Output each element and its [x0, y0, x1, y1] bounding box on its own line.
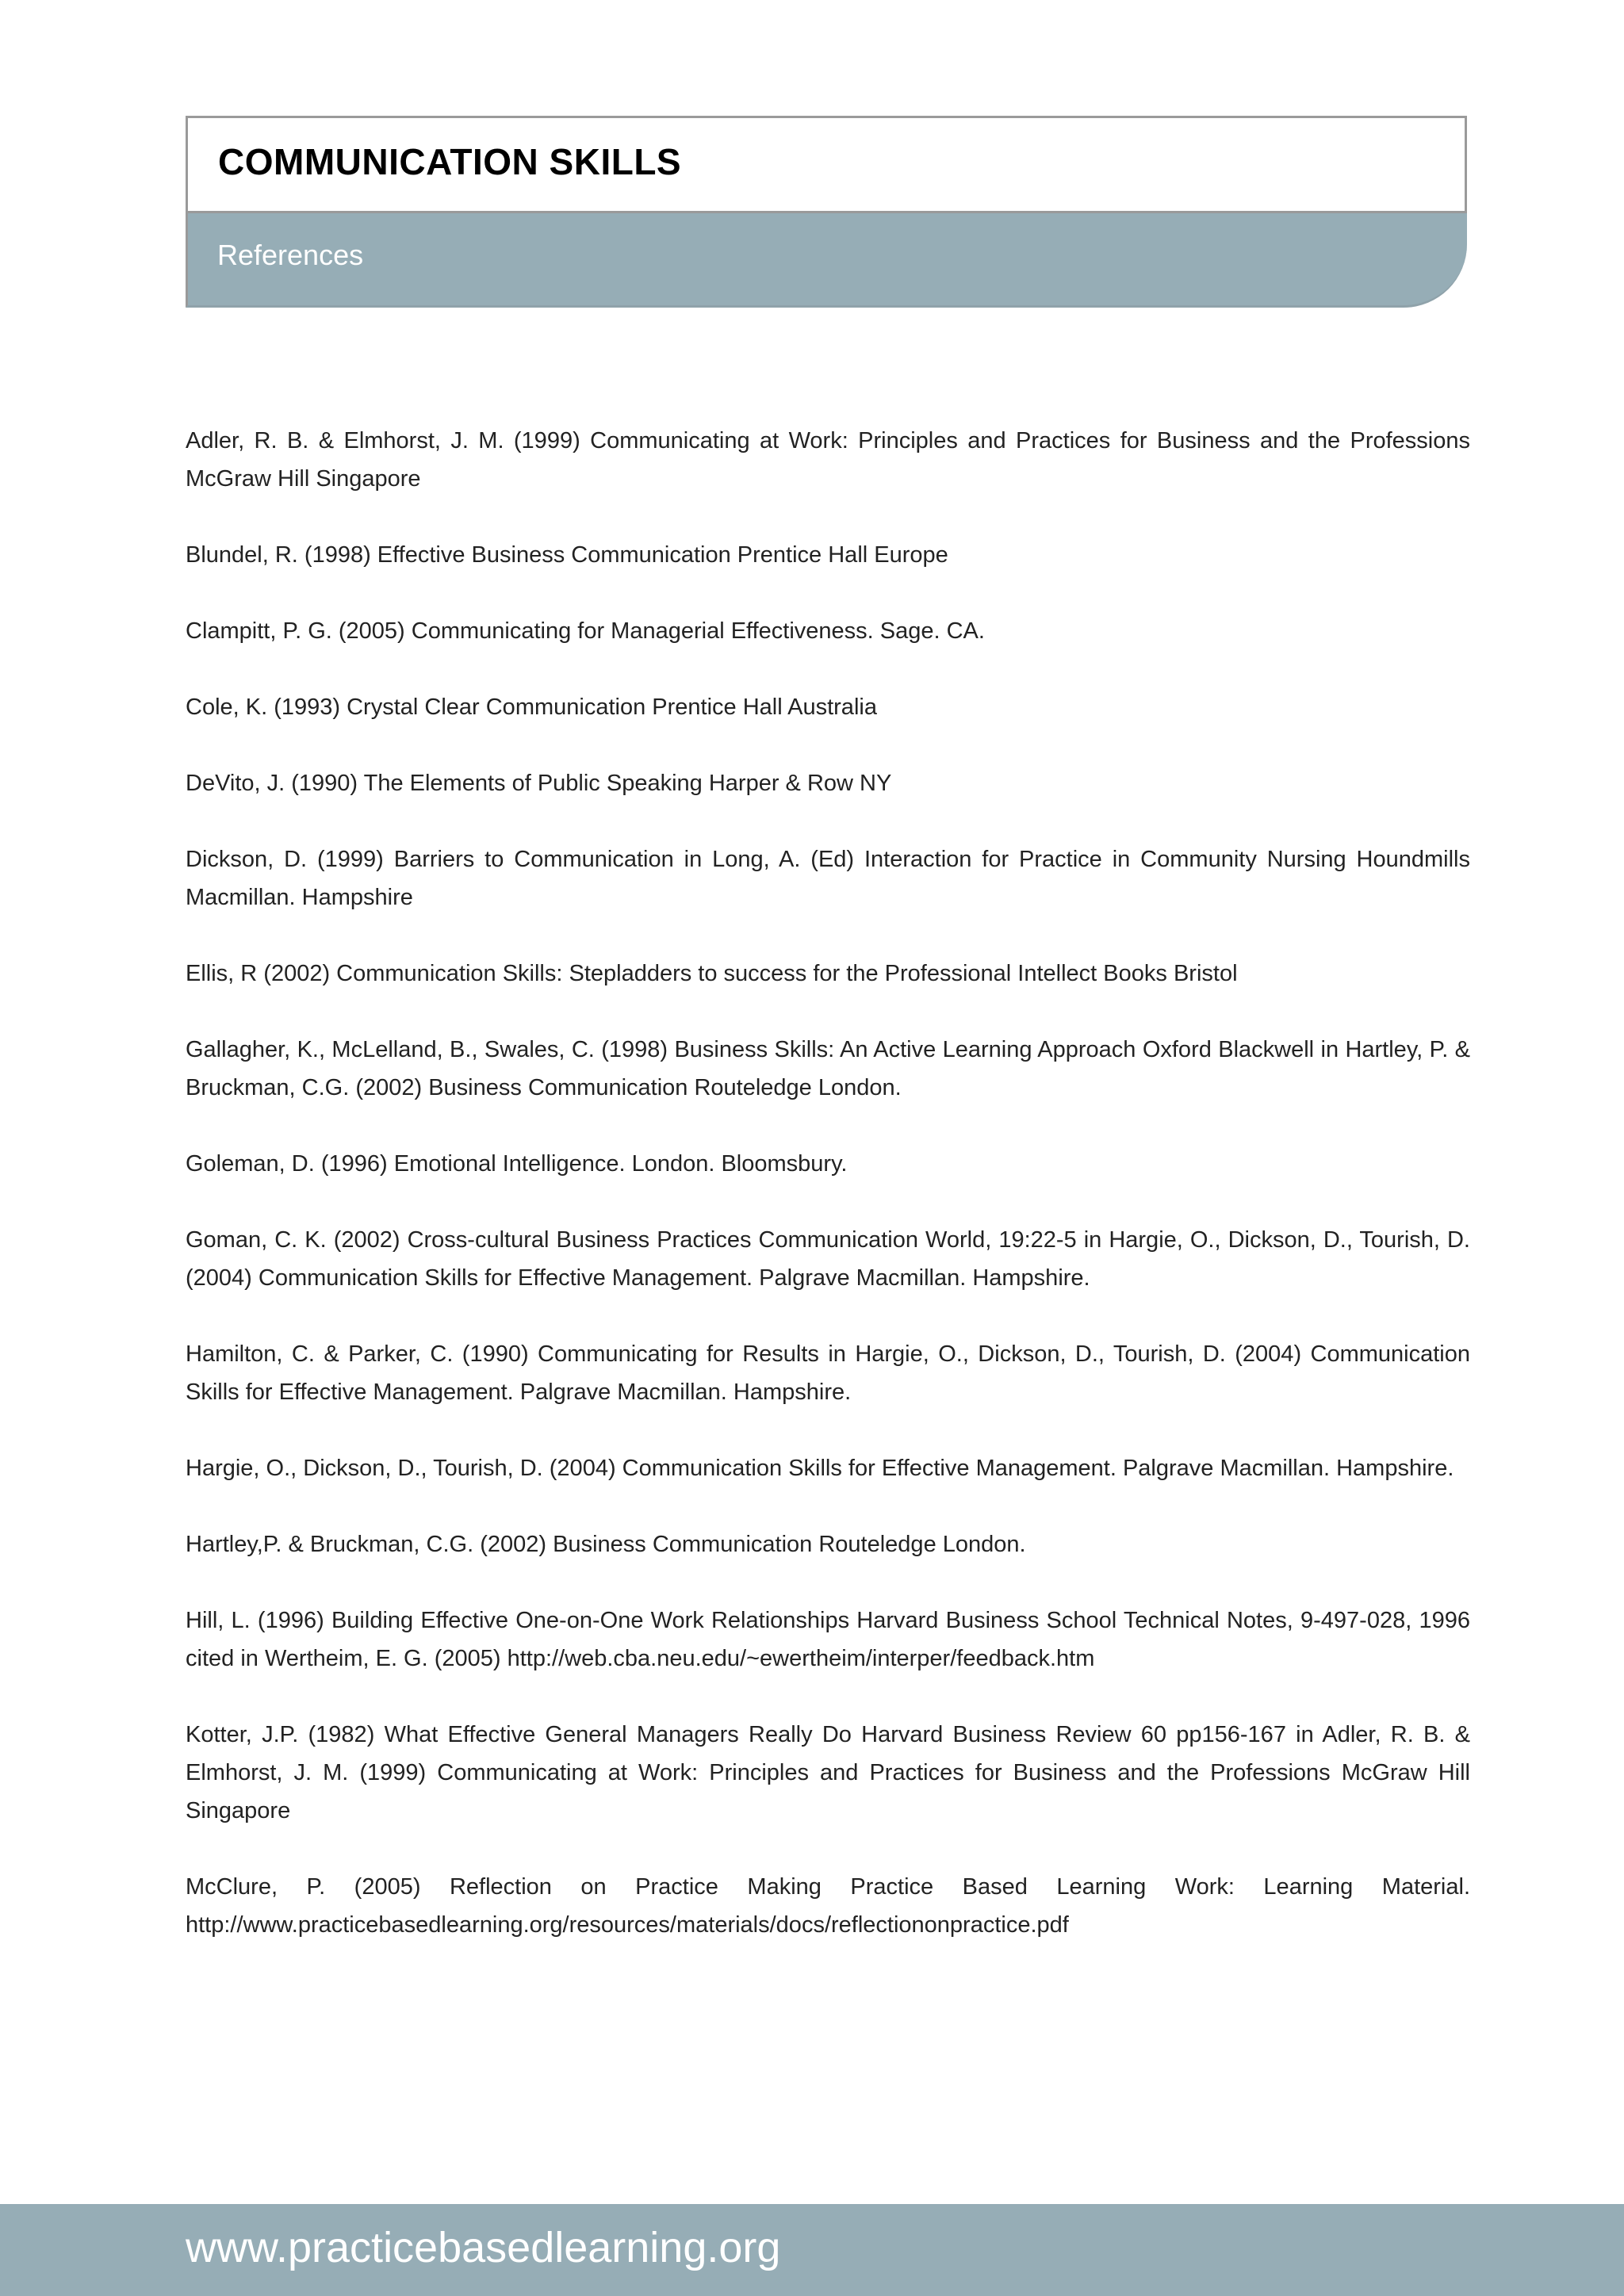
section-title: References — [217, 239, 364, 271]
reference-item: McClure, P. (2005) Reflection on Practice Making Practice Based Learning Work: Learning Material. http://www.practicebasedlearning.org/resources/materials/docs/reflectiononpractice.pdf — [186, 1874, 1470, 1938]
reference-item: Ellis, R (2002) Communication Skills: Stepladders to success for the Professional Intellect Books Bristol — [186, 961, 1238, 986]
reference-item: Hartley,P. & Bruckman, C.G. (2002) Business Communication Routeledge London. — [186, 1532, 1026, 1557]
reference-item: Cole, K. (1993) Crystal Clear Communication Prentice Hall Australia — [186, 695, 877, 720]
reference-item: Blundel, R. (1998) Effective Business Communication Prentice Hall Europe — [186, 542, 948, 568]
section-bar — [186, 211, 1467, 308]
reference-item: Goman, C. K. (2002) Cross-cultural Business Practices Communication World, 19:22-5 in Hargie, O., Dickson, D., Tourish, D. (2004) Communication Skills for Effective Management. Palgrave Macmillan. Hampshire. — [186, 1227, 1470, 1291]
reference-item: Kotter, J.P. (1982) What Effective General Managers Really Do Harvard Business Review 60 pp156-167 in Adler, R. B. & Elmhorst, J. M. (1999) Communicating at Work: Principles and Practices for Business and the Professions McGraw Hill Singapore — [186, 1722, 1470, 1823]
reference-list — [186, 422, 1470, 1982]
reference-item: Dickson, D. (1999) Barriers to Communication in Long, A. (Ed) Interaction for Practice in Community Nursing Houndmills Macmillan. Hampshire — [186, 847, 1470, 910]
footer-url: www.practicebasedlearning.org — [186, 2224, 781, 2271]
reference-item: Gallagher, K., McLelland, B., Swales, C. (1998) Business Skills: An Active Learning Approach Oxford Blackwell in Hartley, P. & Bruckman, C.G. (2002) Business Communication Routeledge London. — [186, 1037, 1470, 1100]
reference-item: Clampitt, P. G. (2005) Communicating for Managerial Effectiveness. Sage. CA. — [186, 618, 985, 644]
reference-item: Adler, R. B. & Elmhorst, J. M. (1999) Communicating at Work: Principles and Practices for Business and the Professions McGraw Hill Singapore — [186, 428, 1470, 492]
document-header — [186, 116, 1467, 308]
reference-item: DeVito, J. (1990) The Elements of Public Speaking Harper & Row NY — [186, 771, 892, 796]
title-bar — [186, 116, 1467, 212]
page-footer — [0, 2204, 1624, 2296]
reference-item: Goleman, D. (1996) Emotional Intelligence. London. Bloomsbury. — [186, 1151, 848, 1177]
page-title: COMMUNICATION SKILLS — [218, 141, 682, 182]
reference-item: Hargie, O., Dickson, D., Tourish, D. (2004) Communication Skills for Effective Management. Palgrave Macmillan. Hampshire. — [186, 1456, 1454, 1481]
reference-item: Hamilton, C. & Parker, C. (1990) Communicating for Results in Hargie, O., Dickson, D., Tourish, D. (2004) Communication Skills for Effective Management. Palgrave Macmillan. Hampshire. — [186, 1341, 1470, 1405]
reference-item: Hill, L. (1996) Building Effective One-on-One Work Relationships Harvard Business School Technical Notes, 9-497-028, 1996 cited in Wertheim, E. G. (2005) http://web.cba.neu.edu/~ewertheim/interper/feedback.htm — [186, 1608, 1470, 1671]
